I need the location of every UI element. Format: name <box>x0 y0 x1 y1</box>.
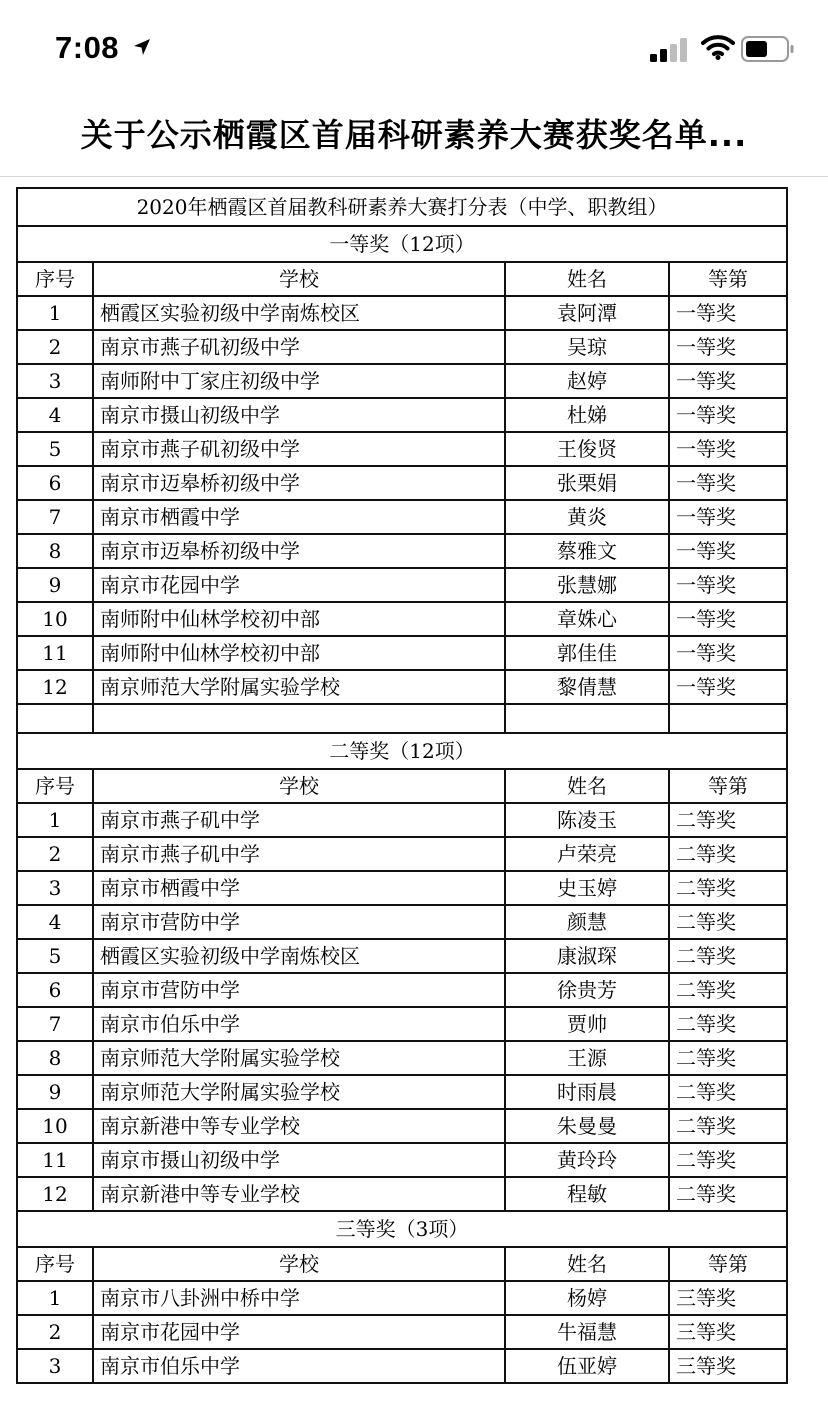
column-header-rank: 等第 <box>669 769 787 803</box>
empty-cell <box>669 704 787 733</box>
table-row <box>17 296 787 330</box>
cell-school: 南京市花园中学 <box>93 568 505 602</box>
column-header-name: 姓名 <box>505 262 669 296</box>
table-row <box>17 1281 787 1315</box>
cell-no: 8 <box>17 534 93 568</box>
cell-no: 2 <box>17 330 93 364</box>
table-row <box>17 466 787 500</box>
cell-rank: 一等奖 <box>669 670 787 704</box>
cell-rank: 一等奖 <box>669 534 787 568</box>
cell-name: 颜慧 <box>505 905 669 939</box>
cell-no: 6 <box>17 466 93 500</box>
cell-school: 南师附中仙林学校初中部 <box>93 602 505 636</box>
empty-cell <box>17 704 93 733</box>
cell-school: 南京市迈皋桥初级中学 <box>93 534 505 568</box>
cell-name: 程敏 <box>505 1177 669 1211</box>
table-row <box>17 432 787 466</box>
award-table <box>16 187 788 1384</box>
cell-school: 南京市燕子矶初级中学 <box>93 330 505 364</box>
cell-no: 6 <box>17 973 93 1007</box>
column-header-school: 学校 <box>93 262 505 296</box>
cell-rank: 一等奖 <box>669 330 787 364</box>
cell-name: 卢荣亮 <box>505 837 669 871</box>
cell-rank: 一等奖 <box>669 500 787 534</box>
cell-school: 南京市营防中学 <box>93 905 505 939</box>
table-row <box>17 1075 787 1109</box>
section-title-row <box>17 733 787 769</box>
cell-no: 3 <box>17 364 93 398</box>
table-row <box>17 837 787 871</box>
section-title: 一等奖（12项） <box>17 226 787 262</box>
column-header-rank: 等第 <box>669 262 787 296</box>
cell-no: 8 <box>17 1041 93 1075</box>
cell-no: 5 <box>17 939 93 973</box>
cell-rank: 二等奖 <box>669 837 787 871</box>
section-title: 二等奖（12项） <box>17 733 787 769</box>
cell-rank: 一等奖 <box>669 568 787 602</box>
cell-rank: 一等奖 <box>669 602 787 636</box>
column-header-name: 姓名 <box>505 1247 669 1281</box>
table-row <box>17 398 787 432</box>
cell-name: 蔡雅文 <box>505 534 669 568</box>
cell-school: 南京市摄山初级中学 <box>93 1143 505 1177</box>
award-table-document <box>16 187 786 1384</box>
table-row <box>17 1143 787 1177</box>
column-header-row <box>17 769 787 803</box>
cell-school: 南京市栖霞中学 <box>93 871 505 905</box>
cell-name: 徐贵芳 <box>505 973 669 1007</box>
cell-name: 张栗娟 <box>505 466 669 500</box>
cellular-signal-icon <box>650 38 690 62</box>
table-row <box>17 939 787 973</box>
cell-rank: 三等奖 <box>669 1315 787 1349</box>
cell-rank: 二等奖 <box>669 1109 787 1143</box>
cell-rank: 一等奖 <box>669 432 787 466</box>
cell-rank: 二等奖 <box>669 803 787 837</box>
table-title: 2020年栖霞区首届教科研素养大赛打分表（中学、职教组） <box>17 188 787 226</box>
cell-name: 吴琼 <box>505 330 669 364</box>
cell-no: 11 <box>17 636 93 670</box>
cell-rank: 二等奖 <box>669 871 787 905</box>
cell-name: 黎倩慧 <box>505 670 669 704</box>
cell-name: 袁阿潭 <box>505 296 669 330</box>
cell-rank: 一等奖 <box>669 466 787 500</box>
cell-school: 南京市营防中学 <box>93 973 505 1007</box>
cell-name: 康淑琛 <box>505 939 669 973</box>
cell-no: 10 <box>17 1109 93 1143</box>
cell-school: 南京新港中等专业学校 <box>93 1177 505 1211</box>
cell-name: 杜娣 <box>505 398 669 432</box>
cell-no: 12 <box>17 670 93 704</box>
cell-school: 南京市伯乐中学 <box>93 1349 505 1383</box>
column-header-school: 学校 <box>93 769 505 803</box>
cell-name: 朱曼曼 <box>505 1109 669 1143</box>
table-row <box>17 602 787 636</box>
battery-icon <box>741 36 795 62</box>
cell-school: 南京师范大学附属实验学校 <box>93 1075 505 1109</box>
cell-name: 郭佳佳 <box>505 636 669 670</box>
table-row <box>17 568 787 602</box>
cell-no: 3 <box>17 871 93 905</box>
section-title-row <box>17 226 787 262</box>
cell-rank: 二等奖 <box>669 905 787 939</box>
cell-school: 南京市栖霞中学 <box>93 500 505 534</box>
cell-name: 张慧娜 <box>505 568 669 602</box>
header-divider <box>0 176 828 177</box>
cell-no: 1 <box>17 803 93 837</box>
table-title-row <box>17 188 787 226</box>
cell-name: 时雨晨 <box>505 1075 669 1109</box>
cell-rank: 二等奖 <box>669 973 787 1007</box>
cell-school: 栖霞区实验初级中学南炼校区 <box>93 939 505 973</box>
cell-school: 栖霞区实验初级中学南炼校区 <box>93 296 505 330</box>
cell-rank: 二等奖 <box>669 1075 787 1109</box>
cell-no: 5 <box>17 432 93 466</box>
column-header-no: 序号 <box>17 262 93 296</box>
cell-school: 南京市燕子矶中学 <box>93 837 505 871</box>
cell-name: 王俊贤 <box>505 432 669 466</box>
table-row <box>17 1177 787 1211</box>
empty-cell <box>505 704 669 733</box>
column-header-rank: 等第 <box>669 1247 787 1281</box>
cell-rank: 二等奖 <box>669 1177 787 1211</box>
cell-name: 章姝心 <box>505 602 669 636</box>
cell-name: 赵婷 <box>505 364 669 398</box>
cell-rank: 三等奖 <box>669 1281 787 1315</box>
cell-rank: 一等奖 <box>669 296 787 330</box>
cell-rank: 三等奖 <box>669 1349 787 1383</box>
table-row <box>17 364 787 398</box>
cell-name: 黄炎 <box>505 500 669 534</box>
cell-no: 12 <box>17 1177 93 1211</box>
status-time: 7:08 <box>55 30 120 65</box>
cell-name: 史玉婷 <box>505 871 669 905</box>
table-row <box>17 500 787 534</box>
column-header-school: 学校 <box>93 1247 505 1281</box>
column-header-no: 序号 <box>17 1247 93 1281</box>
table-row <box>17 670 787 704</box>
cell-school: 南师附中仙林学校初中部 <box>93 636 505 670</box>
cell-name: 王源 <box>505 1041 669 1075</box>
cell-rank: 一等奖 <box>669 364 787 398</box>
cell-name: 杨婷 <box>505 1281 669 1315</box>
cell-rank: 二等奖 <box>669 1041 787 1075</box>
column-header-name: 姓名 <box>505 769 669 803</box>
cell-no: 9 <box>17 568 93 602</box>
cell-name: 贾帅 <box>505 1007 669 1041</box>
cell-no: 4 <box>17 905 93 939</box>
table-row <box>17 871 787 905</box>
table-row <box>17 1349 787 1383</box>
cell-school: 南京新港中等专业学校 <box>93 1109 505 1143</box>
cell-no: 11 <box>17 1143 93 1177</box>
location-arrow-icon <box>132 37 152 57</box>
cell-no: 1 <box>17 296 93 330</box>
section-title-row <box>17 1211 787 1247</box>
cell-no: 2 <box>17 837 93 871</box>
cell-school: 南京师范大学附属实验学校 <box>93 670 505 704</box>
cell-name: 陈凌玉 <box>505 803 669 837</box>
column-header-no: 序号 <box>17 769 93 803</box>
table-row <box>17 1041 787 1075</box>
cell-no: 4 <box>17 398 93 432</box>
table-row <box>17 905 787 939</box>
column-header-row <box>17 262 787 296</box>
cell-school: 南京市摄山初级中学 <box>93 398 505 432</box>
wifi-icon <box>701 34 735 60</box>
cell-rank: 二等奖 <box>669 939 787 973</box>
cell-no: 7 <box>17 1007 93 1041</box>
cell-rank: 二等奖 <box>669 1143 787 1177</box>
cell-no: 3 <box>17 1349 93 1383</box>
cell-no: 2 <box>17 1315 93 1349</box>
page-title: 关于公示栖霞区首届科研素养大赛获奖名单... <box>80 116 748 154</box>
cell-school: 南京市花园中学 <box>93 1315 505 1349</box>
section-title: 三等奖（3项） <box>17 1211 787 1247</box>
table-row <box>17 1315 787 1349</box>
column-header-row <box>17 1247 787 1281</box>
table-row <box>17 973 787 1007</box>
empty-cell <box>93 704 505 733</box>
cell-school: 南京市伯乐中学 <box>93 1007 505 1041</box>
table-row <box>17 1109 787 1143</box>
cell-school: 南京市燕子矶初级中学 <box>93 432 505 466</box>
cell-school: 南京市迈皋桥初级中学 <box>93 466 505 500</box>
status-bar <box>0 0 828 90</box>
cell-name: 牛福慧 <box>505 1315 669 1349</box>
cell-school: 南京市燕子矶中学 <box>93 803 505 837</box>
cell-name: 伍亚婷 <box>505 1349 669 1383</box>
empty-row <box>17 704 787 733</box>
cell-no: 9 <box>17 1075 93 1109</box>
cell-rank: 一等奖 <box>669 398 787 432</box>
table-row <box>17 330 787 364</box>
cell-school: 南师附中丁家庄初级中学 <box>93 364 505 398</box>
cell-no: 10 <box>17 602 93 636</box>
cell-name: 黄玲玲 <box>505 1143 669 1177</box>
table-row <box>17 636 787 670</box>
table-row <box>17 803 787 837</box>
cell-rank: 二等奖 <box>669 1007 787 1041</box>
cell-no: 1 <box>17 1281 93 1315</box>
cell-rank: 一等奖 <box>669 636 787 670</box>
cell-school: 南京师范大学附属实验学校 <box>93 1041 505 1075</box>
cell-school: 南京市八卦洲中桥中学 <box>93 1281 505 1315</box>
table-row <box>17 534 787 568</box>
cell-no: 7 <box>17 500 93 534</box>
table-row <box>17 1007 787 1041</box>
